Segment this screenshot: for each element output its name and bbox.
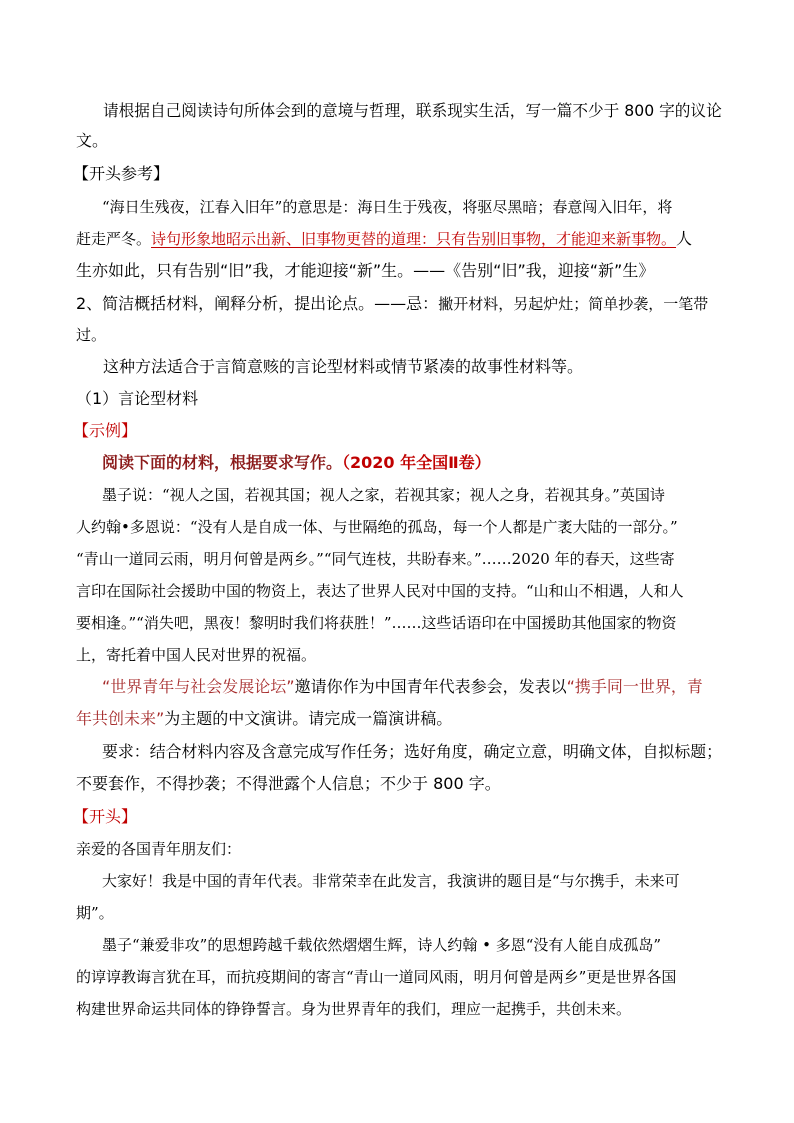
- theme-part-1: “携手同一世界，青: [566, 677, 703, 696]
- opening-ref-line-2-plain: 赶走严冬。: [76, 230, 152, 248]
- example-task: [102, 452, 491, 476]
- prompt-line-2: 文。: [76, 131, 109, 150]
- requirements-line-2: 不要套作，不得抄袭；不得泄露个人信息；不少于 800 字。: [76, 774, 501, 793]
- prompt-line-1: 请根据自己阅读诗句所体会到的意境与哲理，联系现实生活，写一篇不少于 800 字的议论: [103, 101, 722, 120]
- example-task-text: 阅读下面的材料，根据要求写作。: [102, 453, 343, 472]
- task-line-2-rest: 为主题的中文演讲。请完成一篇演讲稿。: [164, 709, 453, 728]
- material-line-6: 上，寄托着中国人民对世界的祝福。: [76, 646, 317, 664]
- material-line-5: 要相逢。”“消失吧，黑夜！黎明时我们将获胜！”……这些话语印在中国援助其他国家的物资: [76, 614, 677, 632]
- opening-ref-line-2-tail: 人: [676, 229, 693, 248]
- material-line-3: “青山一道同云雨，明月何曾是两乡。”“同气连枝，共盼春来。”……2020 年的春天，这些寄: [76, 550, 675, 568]
- example-heading: 【示例】: [73, 421, 138, 440]
- requirements-line-1: 要求：结合材料内容及含意完成写作任务；选好角度，确定立意，明确文体，自拟标题；: [102, 742, 723, 761]
- example-task-source: （2020 年全国Ⅱ卷）: [342, 453, 491, 472]
- material-line-1: 墨子说：“视人之国，若视其国；视人之家，若视其家；视人之身，若视其身。”英国诗: [102, 486, 665, 504]
- method-subheading: （1）言论型材料: [76, 389, 199, 408]
- method-line-1-plain: 2、简洁概括材料，阐释分析，提出论点。——忌：: [76, 294, 439, 313]
- speech-salutation: 亲爱的各国青年朋友们：: [76, 840, 242, 858]
- method-line-1: [76, 293, 708, 317]
- method-line-3: 这种方法适合于言简意赅的言论型材料或情节紧凑的故事性材料等。: [103, 357, 584, 376]
- speech-line-2: 期”。: [76, 904, 114, 922]
- forum-name: “世界青年与社会发展论坛”: [102, 677, 295, 696]
- speech-line-3: 墨子“兼爱非攻”的思想跨越千载依然熠熠生辉，诗人约翰 • 多恩“没有人能自成孤岛”: [102, 936, 662, 954]
- speech-line-5: 构建世界命运共同体的铮铮誓言。身为世界青年的我们，理应一起携手，共创未来。: [76, 1000, 632, 1018]
- opening-ref-line-2: [76, 228, 692, 252]
- theme-part-2: 年共创未来”: [76, 709, 165, 728]
- task-line-2: [76, 708, 452, 732]
- opening-ref-heading: 【开头参考】: [73, 164, 170, 183]
- speech-line-4: 的谆谆教诲言犹在耳，而抗疫期间的寄言“青山一道同风雨，明月何曾是两乡”更是世界各国: [76, 968, 677, 986]
- task-line-1: [102, 676, 703, 700]
- speech-line-1: 大家好！我是中国的青年代表。非常荣幸在此发言，我演讲的题目是“与尔携手，未来可: [102, 872, 680, 890]
- task-line-1-mid: 邀请你作为中国青年代表参会，发表以: [294, 677, 567, 696]
- material-line-2: 人约翰•多恩说：“没有人是自成一体、与世隔绝的孤岛，每一个人都是广袤大陆的一部分。”: [76, 518, 678, 536]
- opening-ref-line-3: 生亦如此，只有告别“旧”我，才能迎接“新”生。——《告别“旧”我，迎接“新”生》: [76, 261, 655, 280]
- method-line-1-caution: 撇开材料，另起炉灶；简单抄袭，一笔带: [438, 295, 709, 313]
- opening-ref-key-sentence: 诗句形象地昭示出新、旧事物更替的道理：只有告别旧事物，才能迎来新事物。: [151, 230, 677, 248]
- opening-heading: 【开头】: [73, 807, 138, 826]
- method-line-2: 过。: [76, 326, 107, 344]
- opening-ref-line-1: “海日生残夜，江春入旧年”的意思是：海日生于残夜，将驱尽黑暗；春意闯入旧年，将: [102, 198, 673, 216]
- material-line-4: 言印在国际社会援助中国的物资上，表达了世界人民对中国的支持。“山和山不相遇，人和人: [76, 582, 684, 600]
